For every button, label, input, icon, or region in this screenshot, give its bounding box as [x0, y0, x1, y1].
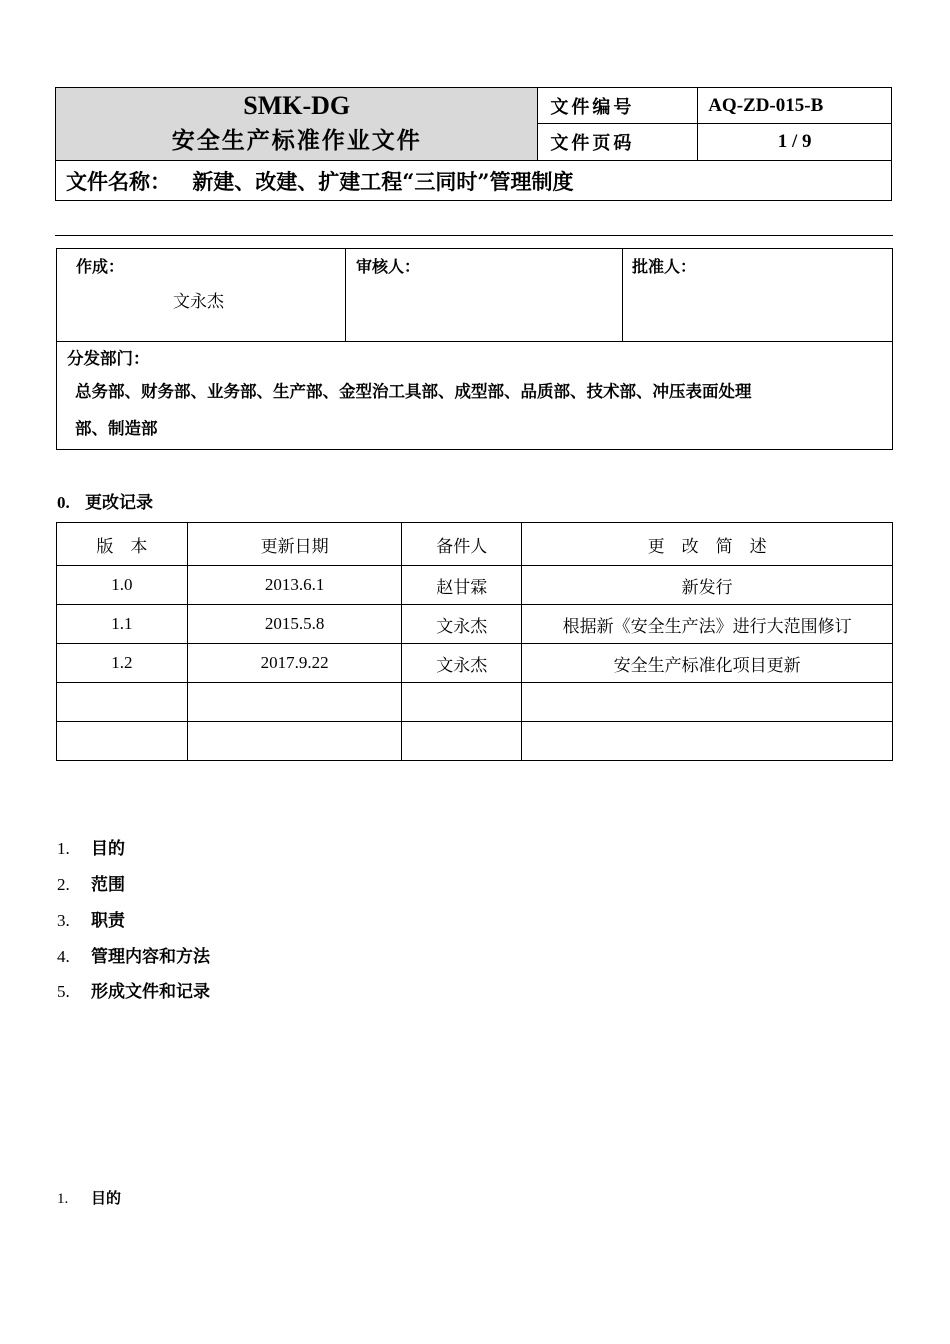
change-record-table	[56, 522, 893, 761]
doc-number-value: AQ-ZD-015-B	[698, 88, 892, 124]
person-cell: 文永杰	[402, 644, 522, 683]
change-record-heading	[57, 488, 153, 513]
author-name: 文永杰	[173, 292, 224, 312]
doc-type-title: 安全生产标准作业文件	[171, 127, 422, 154]
toc-number: 3.	[57, 911, 70, 930]
table-row	[57, 722, 893, 761]
approval-block	[56, 248, 893, 450]
doc-name-label: 文件名称：	[66, 168, 171, 194]
document-header	[55, 87, 892, 201]
approver-cell	[623, 249, 892, 341]
summary-cell	[522, 722, 893, 761]
version-cell: 1.1	[57, 605, 188, 644]
summary-cell: 根据新《安全生产法》进行大范围修订	[522, 605, 893, 644]
person-cell	[402, 722, 522, 761]
author-cell	[57, 249, 346, 341]
col-header-person: 备件人	[402, 523, 522, 566]
page-label: 文件页码	[538, 124, 698, 161]
toc-number: 2.	[57, 875, 70, 894]
date-cell: 2015.5.8	[187, 605, 402, 644]
toc-number: 4.	[57, 947, 70, 966]
version-cell: 1.0	[57, 566, 188, 605]
table-row	[57, 683, 893, 722]
summary-cell	[522, 683, 893, 722]
header-divider	[55, 235, 893, 236]
distribution-list-cont: 部、制造部	[75, 419, 158, 438]
col-header-summary: 更 改 简 述	[522, 523, 893, 566]
toc-number: 5.	[57, 982, 70, 1001]
table-row	[57, 566, 893, 605]
toc-item-records	[57, 977, 210, 1002]
author-label: 作成：	[76, 257, 125, 276]
toc-label: 范围	[91, 875, 125, 895]
toc-item-purpose	[57, 834, 125, 859]
toc-label: 管理内容和方法	[91, 947, 210, 967]
distribution-list: 总务部、财务部、业务部、生产部、金型治工具部、成型部、品质部、技术部、冲压表面处理	[75, 382, 752, 401]
section-1-heading	[57, 1187, 121, 1208]
page-value: 1 / 9	[698, 124, 892, 161]
doc-number-label: 文件编号	[538, 88, 698, 124]
version-cell: 1.2	[57, 644, 188, 683]
doc-name: 新建、改建、扩建工程“三同时”管理制度	[192, 168, 574, 194]
person-cell: 赵甘霖	[402, 566, 522, 605]
title-block	[56, 88, 538, 161]
version-cell	[57, 683, 188, 722]
summary-cell: 安全生产标准化项目更新	[522, 644, 893, 683]
toc-item-scope	[57, 870, 125, 895]
toc-item-duties	[57, 906, 125, 931]
date-cell: 2017.9.22	[187, 644, 402, 683]
approval-divider	[57, 341, 892, 342]
section-title: 目的	[91, 1189, 122, 1207]
company-name: SMK-DG	[243, 91, 351, 120]
table-row	[57, 644, 893, 683]
version-cell	[57, 722, 188, 761]
section-number: 0.	[57, 493, 70, 512]
toc-item-methods	[57, 942, 210, 967]
toc-label: 职责	[91, 911, 125, 931]
approver-label: 批准人：	[632, 257, 697, 276]
distribution-label: 分发部门：	[67, 349, 150, 368]
table-header-row	[57, 523, 893, 566]
date-cell: 2013.6.1	[187, 566, 402, 605]
person-cell: 文永杰	[402, 605, 522, 644]
toc-label: 形成文件和记录	[91, 982, 210, 1002]
change-record-title: 更改记录	[85, 493, 153, 513]
col-header-date: 更新日期	[187, 523, 402, 566]
date-cell	[187, 683, 402, 722]
col-header-version: 版 本	[57, 523, 188, 566]
toc-label: 目的	[91, 839, 125, 859]
summary-cell: 新发行	[522, 566, 893, 605]
reviewer-label: 审核人：	[356, 257, 421, 276]
date-cell	[187, 722, 402, 761]
section-number: 1.	[57, 1191, 69, 1207]
doc-name-row	[56, 161, 892, 201]
toc-number: 1.	[57, 839, 70, 858]
reviewer-cell	[346, 249, 623, 341]
person-cell	[402, 683, 522, 722]
table-row	[57, 605, 893, 644]
